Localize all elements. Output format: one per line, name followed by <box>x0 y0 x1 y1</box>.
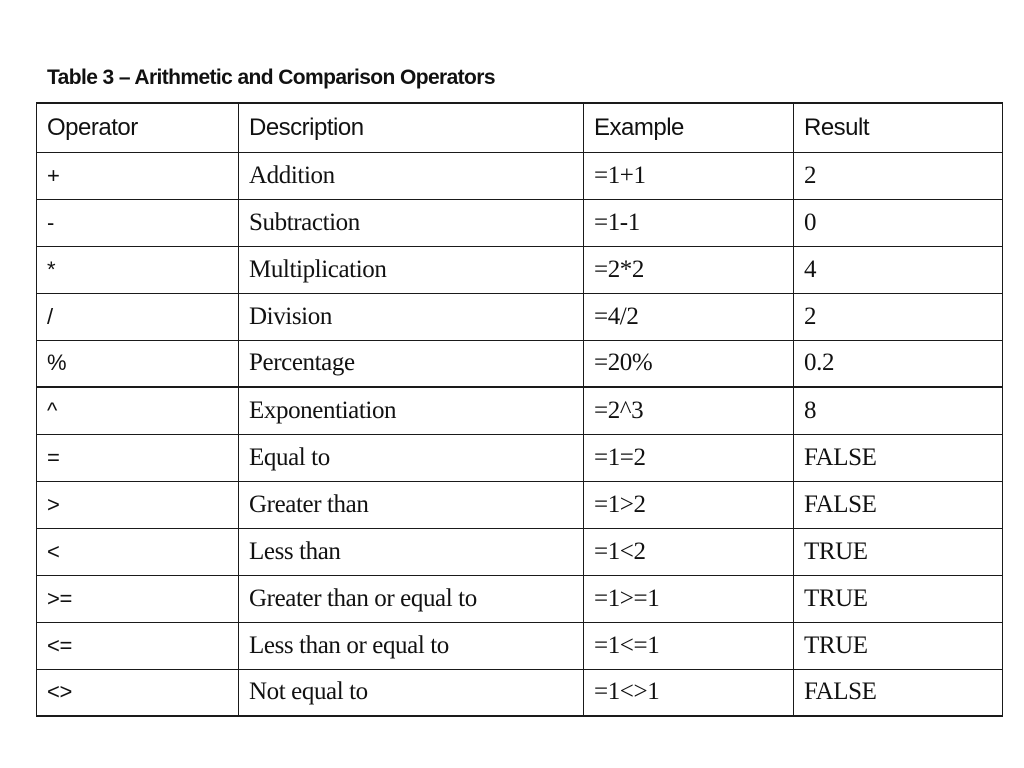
operator-cell: ^ <box>37 387 239 434</box>
operator-cell: + <box>37 152 239 199</box>
example-cell: =1>2 <box>584 481 794 528</box>
header-result: Result <box>794 103 1003 152</box>
operator-cell: / <box>37 293 239 340</box>
operator-cell: <= <box>37 622 239 669</box>
operator-cell: % <box>37 340 239 387</box>
example-cell: =1<2 <box>584 528 794 575</box>
description-cell: Division <box>239 293 584 340</box>
example-cell: =1>=1 <box>584 575 794 622</box>
description-cell: Less than or equal to <box>239 622 584 669</box>
description-cell: Subtraction <box>239 199 584 246</box>
header-description: Description <box>239 103 584 152</box>
table-row <box>37 387 1003 434</box>
description-cell: Less than <box>239 528 584 575</box>
result-cell: 0 <box>794 199 1003 246</box>
example-cell: =1=2 <box>584 434 794 481</box>
table-row <box>37 622 1003 669</box>
table-caption: Table 3 – Arithmetic and Comparison Operators <box>47 66 495 89</box>
example-cell: =2^3 <box>584 387 794 434</box>
table-header-row <box>37 103 1003 152</box>
operator-cell: > <box>37 481 239 528</box>
header-example: Example <box>584 103 794 152</box>
description-cell: Equal to <box>239 434 584 481</box>
description-cell: Not equal to <box>239 669 584 716</box>
result-cell: FALSE <box>794 669 1003 716</box>
table-row <box>37 293 1003 340</box>
example-cell: =1+1 <box>584 152 794 199</box>
operators-table <box>36 102 1003 717</box>
table-row <box>37 434 1003 481</box>
result-cell: TRUE <box>794 622 1003 669</box>
operator-cell: = <box>37 434 239 481</box>
table-row <box>37 152 1003 199</box>
description-cell: Exponentiation <box>239 387 584 434</box>
description-cell: Greater than <box>239 481 584 528</box>
description-cell: Multiplication <box>239 246 584 293</box>
result-cell: 8 <box>794 387 1003 434</box>
example-cell: =1<>1 <box>584 669 794 716</box>
description-cell: Percentage <box>239 340 584 387</box>
table-row <box>37 575 1003 622</box>
description-cell: Addition <box>239 152 584 199</box>
operator-cell: >= <box>37 575 239 622</box>
table-row <box>37 669 1003 716</box>
result-cell: FALSE <box>794 434 1003 481</box>
operator-cell: * <box>37 246 239 293</box>
result-cell: TRUE <box>794 575 1003 622</box>
operator-cell: <> <box>37 669 239 716</box>
table-row <box>37 340 1003 387</box>
example-cell: =4/2 <box>584 293 794 340</box>
table-row <box>37 481 1003 528</box>
example-cell: =1<=1 <box>584 622 794 669</box>
example-cell: =2*2 <box>584 246 794 293</box>
example-cell: =20% <box>584 340 794 387</box>
result-cell: FALSE <box>794 481 1003 528</box>
operator-cell: - <box>37 199 239 246</box>
description-cell: Greater than or equal to <box>239 575 584 622</box>
table-row <box>37 246 1003 293</box>
table-row <box>37 199 1003 246</box>
result-cell: 0.2 <box>794 340 1003 387</box>
result-cell: 4 <box>794 246 1003 293</box>
result-cell: TRUE <box>794 528 1003 575</box>
example-cell: =1-1 <box>584 199 794 246</box>
operator-cell: < <box>37 528 239 575</box>
header-operator: Operator <box>37 103 239 152</box>
result-cell: 2 <box>794 293 1003 340</box>
table-row <box>37 528 1003 575</box>
result-cell: 2 <box>794 152 1003 199</box>
